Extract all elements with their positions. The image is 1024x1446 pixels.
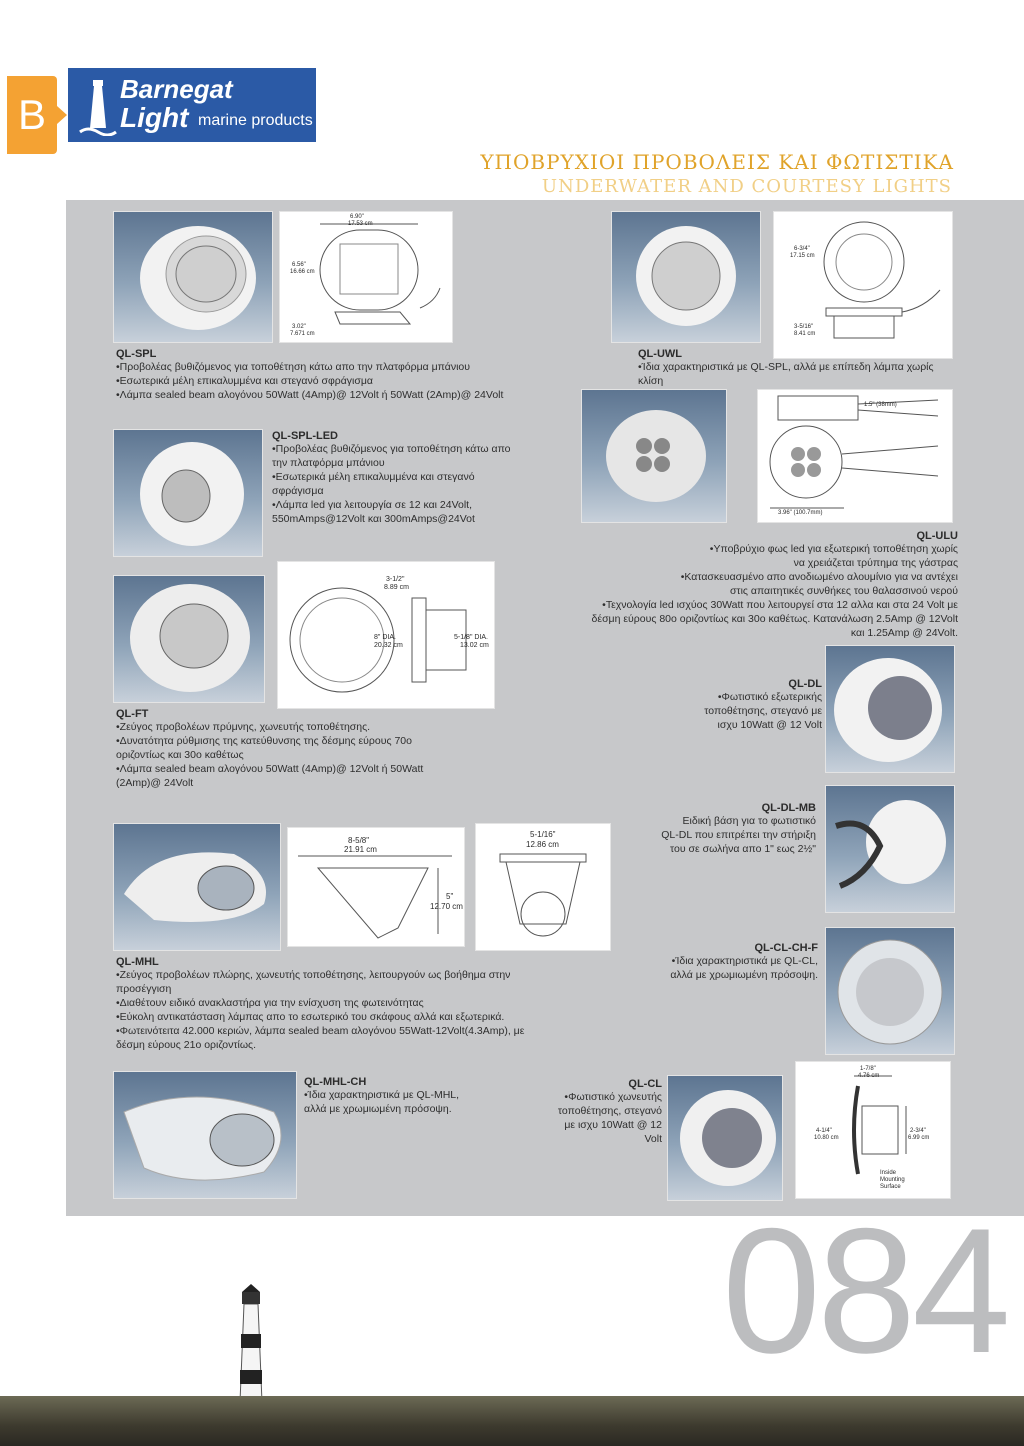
lighthouse-illustration [226,1284,276,1408]
ql-spl-line-2: •Εσωτερικά μέλη επικαλυμμένα και στεγανό σφράγισμα [116,375,373,387]
ql-ulu-info [560,530,958,640]
ql-ulu-dim-depth: 1.5" (38mm) [864,402,897,408]
ql-mhl-line-4: •Εύκολη αντικατάσταση λάμπας απο το εσωτερικό του σκάφους αλλά και εξωτερικά. [116,1011,505,1023]
page-title-english: UNDERWATER AND COURTESY LIGHTS [541,176,952,197]
ql-dl-mb-bracket-icon [826,786,954,912]
ql-cl-dim-depth-cm: 4.76 cm [858,1073,880,1079]
brand-logo [68,68,316,142]
ql-dl-mb-name: QL-DL-MB [761,802,816,814]
ql-cl-photo [668,1076,782,1200]
ql-cl-line-3: με ισχυ 10Watt @ 12 [564,1119,662,1131]
page-number: 084 [722,1191,1007,1390]
ql-spl-line-1: •Προβολέας βυθιζόμενος για τοποθέτηση κάτω απο την πλατφόρμα μπάνιου [116,361,471,373]
ql-ft-info [116,708,446,790]
ql-ft-dim-depth: 3-1/2" [386,576,405,583]
ql-spl-dim-width: 6.90" [350,214,364,220]
ql-mhl-ch-line-1: •Ίδια χαρακτηριστικά με QL-MHL, [304,1089,460,1101]
ql-spl-drawing [280,212,452,342]
ql-cl-dim-outer-cm: 10.80 cm [814,1135,839,1141]
ql-spl-led-line-3: •Εσωτερικά μέλη επικαλυμμένα και στεγανό [272,471,475,483]
ql-cl-info [530,1078,662,1146]
ql-cl-dim-inner: 2-3/4" [910,1128,926,1134]
ql-mhl-ch-photo [114,1072,296,1198]
ql-dl-line-3: ισχυ 10Watt @ 12 Volt [717,719,822,731]
ql-mhl-line-6: δέσμη εύρους 21ο οριζοντίως. [116,1039,257,1051]
ql-uwl-line-1: •Ίδια χαρακτηριστικά με QL-SPL, αλλά με επίπεδη λάμπα χωρίς κλίση [638,361,934,387]
ql-spl-info [116,348,576,402]
ql-spl-led-photo [114,430,262,556]
ql-mhl-ch-lamp-icon [114,1072,296,1198]
ql-cl-line-2: τοποθέτησης, στεγανό [557,1105,662,1117]
ql-cl-name: QL-CL [628,1078,662,1090]
ql-cl-dim-depth: 1-7/8" [860,1066,876,1072]
ql-spl-led-name: QL-SPL-LED [272,430,338,442]
ql-cl-line-4: Volt [644,1133,662,1145]
ql-dl-info [660,678,822,732]
ql-ft-name: QL-FT [116,708,149,720]
ql-dl-photo [826,646,954,772]
ql-mhl-dim-width-cm: 12.86 cm [526,840,559,849]
ql-ulu-line-1: •Υποβρύχιο φως led για εξωτερική τοποθέτηση χωρίς [709,543,958,555]
ql-cl-ch-f-info [640,942,818,982]
ql-spl-dim-depth: 3.02" [292,324,306,330]
ql-dl-mb-info [640,802,816,856]
ql-ulu-line-3: •Κατασκευασμένο απο ανοδιωμένο αλουμίνιο για να αντέχει [680,571,958,583]
ql-ft-dim-inner-cm: 13.02 cm [460,642,489,649]
ql-ft-line-5: (2Amp)@ 24Volt [116,777,194,789]
ql-mhl-lamp-icon [114,824,280,950]
ql-mhl-ch-line-2: αλλά με χρωμιωμένη πρόσοψη. [304,1103,452,1115]
ql-ft-dim-outer: 8" DIA. [374,634,396,641]
ql-ulu-name: QL-ULU [916,530,958,542]
ql-spl-lamp-icon [114,212,272,342]
ql-ft-dim-outer-cm: 20.32 cm [374,642,403,649]
ql-cl-label-mounting: Mounting [880,1177,905,1183]
ql-mhl-photo [114,824,280,950]
coastline-illustration [0,1396,1024,1446]
section-letter: B [17,91,46,138]
ql-cl-ch-f-line-1: •Ίδια χαρακτηριστικά με QL-CL, [671,955,818,967]
ql-ft-dim-inner: 5-1/8" DIA. [454,634,488,641]
ql-spl-led-line-4: σφράγισμα [272,485,324,497]
ql-dl-mb-line-2: QL-DL που επιτρέπει την στήριξη [661,829,816,841]
ql-uwl-dim-dia-cm: 17.15 cm [790,253,815,259]
ql-mhl-line-1: •Ζεύγος προβολέων πλώρης, χωνευτής τοποθέτησης, λειτουργούν ως βοήθημα στην [116,969,511,981]
ql-mhl-dim-length: 8-5/8" [348,836,370,845]
ql-mhl-ch-name: QL-MHL-CH [304,1076,367,1088]
ql-ft-line-2: •Δυνατότητα ρύθμισης της κατεύθυνσης της δέσμης εύρους 70ο [116,735,412,747]
ql-mhl-line-5: •Φωτεινότειτα 42.000 κεριών, λάμπα sealed beam αλογόνου 55Watt-12Volt(4.3Amp), με [116,1025,525,1037]
ql-ulu-line-4: στις απαιτητικές συνθήκες του θαλασσινού νερού [729,585,958,597]
ql-spl-name: QL-SPL [116,348,157,360]
ql-spl-led-line-2: την πλατφόρμα μπάνιου [272,457,385,469]
ql-mhl-info [116,956,576,1052]
ql-uwl-dim-dia: 6-3/4" [794,246,810,252]
ql-cl-ch-f-lamp-icon [826,928,954,1054]
ql-cl-label-surface: Surface [880,1184,901,1190]
ql-spl-line-3: •Λάμπα sealed beam αλογόνου 50Watt (4Amp)@ 12Volt ή 50Watt (2Amp)@ 24Volt [116,389,504,401]
ql-cl-ch-f-name: QL-CL-CH-F [754,942,818,954]
ql-spl-led-line-6: 550mAmps@12Volt και 300mAmps@24Vot [272,513,475,525]
ql-ulu-lamp-icon [582,390,726,522]
ql-ft-line-1: •Ζεύγος προβολέων πρύμνης, χωνευτής τοποθέτησης. [116,721,371,733]
ql-spl-dim-height-cm: 16.66 cm [290,269,315,275]
lighthouse-icon [78,76,118,136]
ql-uwl-info [638,348,958,388]
ql-mhl-side-drawing [288,828,464,946]
ql-uwl-photo [612,212,760,342]
ql-ft-lamp-icon [114,576,264,702]
ql-ulu-photo [582,390,726,522]
ql-cl-label-inside: Inside [880,1170,897,1176]
ql-spl-led-line-5: •Λάμπα led για λειτουργία σε 12 και 24Volt, [272,499,473,511]
ql-ulu-line-5: •Τεχνολογία led ισχύος 30Watt που λειτουργεί στα 12 αλλα και στα 24 Volt με [602,599,958,611]
ql-dl-line-2: τοποθέτησης, στεγανό με [704,705,822,717]
ql-cl-line-1: •Φωτιστικό χωνευτής [564,1091,662,1103]
ql-ft-line-4: •Λάμπα sealed beam αλογόνου 50Watt (4Amp)@ 12Volt ή 50Watt [116,763,424,775]
ql-spl-photo [114,212,272,342]
ql-dl-name: QL-DL [788,678,822,690]
ql-mhl-dim-width: 5-1/16" [530,830,556,839]
ql-ft-drawing [278,562,494,708]
ql-ulu-line-6: δέσμη εύρους 80ο οριζοντίως και 30ο καθέτως. Κατανάλωση 2.5Amp @ 12Volt [591,613,958,625]
ql-spl-dim-width-cm: 17.53 cm [348,221,373,227]
ql-cl-dim-outer: 4-1/4" [816,1128,832,1134]
ql-dl-mb-line-3: του σε σωλήνα απο 1" εως 2½" [670,843,816,855]
ql-ulu-line-7: και 1.25Amp @ 24Volt. [850,627,958,639]
ql-spl-diagram [280,212,452,342]
ql-uwl-dim-depth-cm: 8.41 cm [794,331,816,337]
ql-ulu-drawing [758,390,952,522]
ql-spl-led-line-1: •Προβολέας βυθιζόμενος για τοποθέτηση κάτω απο [272,443,511,455]
ql-dl-mb-photo [826,786,954,912]
ql-mhl-dim-height-cm: 12.70 cm [430,902,463,911]
ql-dl-lamp-icon [826,646,954,772]
ql-dl-line-1: •Φωτιστικό εξωτερικής [717,691,822,703]
ql-ft-line-3: οριζοντίως και 30ο καθέτως [116,749,244,761]
ql-cl-drawing [796,1062,950,1198]
ql-cl-lamp-icon [668,1076,782,1200]
ql-mhl-line-3: •Διαθέτουν ειδικό ανακλαστήρα για την ενίσχυση της φωτεινότητας [116,997,424,1009]
ql-dl-mb-line-1: Ειδική βάση για το φωτιστικό [682,815,816,827]
ql-uwl-drawing [774,212,952,358]
ql-mhl-name: QL-MHL [116,956,159,968]
ql-uwl-dim-depth: 3-5/16" [794,324,814,330]
ql-ft-photo [114,576,264,702]
ql-cl-dim-inner-cm: 6.99 cm [908,1135,930,1141]
logo-text-barnegat: Barnegat [120,74,233,104]
ql-uwl-name: QL-UWL [638,348,682,360]
ql-mhl-front-drawing [476,824,610,950]
ql-spl-led-info [272,430,562,526]
ql-cl-ch-f-line-2: αλλά με χρωμιωμένη πρόσοψη. [670,969,818,981]
ql-mhl-dim-length-cm: 21.91 cm [344,845,377,854]
section-tab [7,76,57,154]
page-title-greek: ΥΠΟΒΡΥΧΙΟΙ ΠΡΟΒΟΛΕΙΣ ΚΑΙ ΦΩΤΙΣΤΙΚΑ [480,150,954,174]
ql-mhl-ch-info [304,1076,504,1116]
ql-spl-dim-depth-cm: 7.671 cm [290,331,315,337]
ql-spl-dim-height: 6.56" [292,262,306,268]
ql-mhl-dim-height: 5" [446,892,454,901]
ql-cl-ch-f-photo [826,928,954,1054]
ql-ulu-line-2: να χρειάζεται τρύπημα της γάστρας [793,557,958,569]
ql-ft-dim-depth-cm: 8.89 cm [384,584,409,591]
ql-mhl-line-2: προσέγγιση [116,983,172,995]
ql-ulu-dim-dia: 3.96" (100.7mm) [778,510,823,516]
ql-ulu-diagram [758,390,952,522]
logo-tagline: marine products [198,112,313,129]
logo-text-light: Light [120,102,189,133]
ql-spl-led-lamp-icon [114,430,262,556]
ql-uwl-lamp-icon [612,212,760,342]
